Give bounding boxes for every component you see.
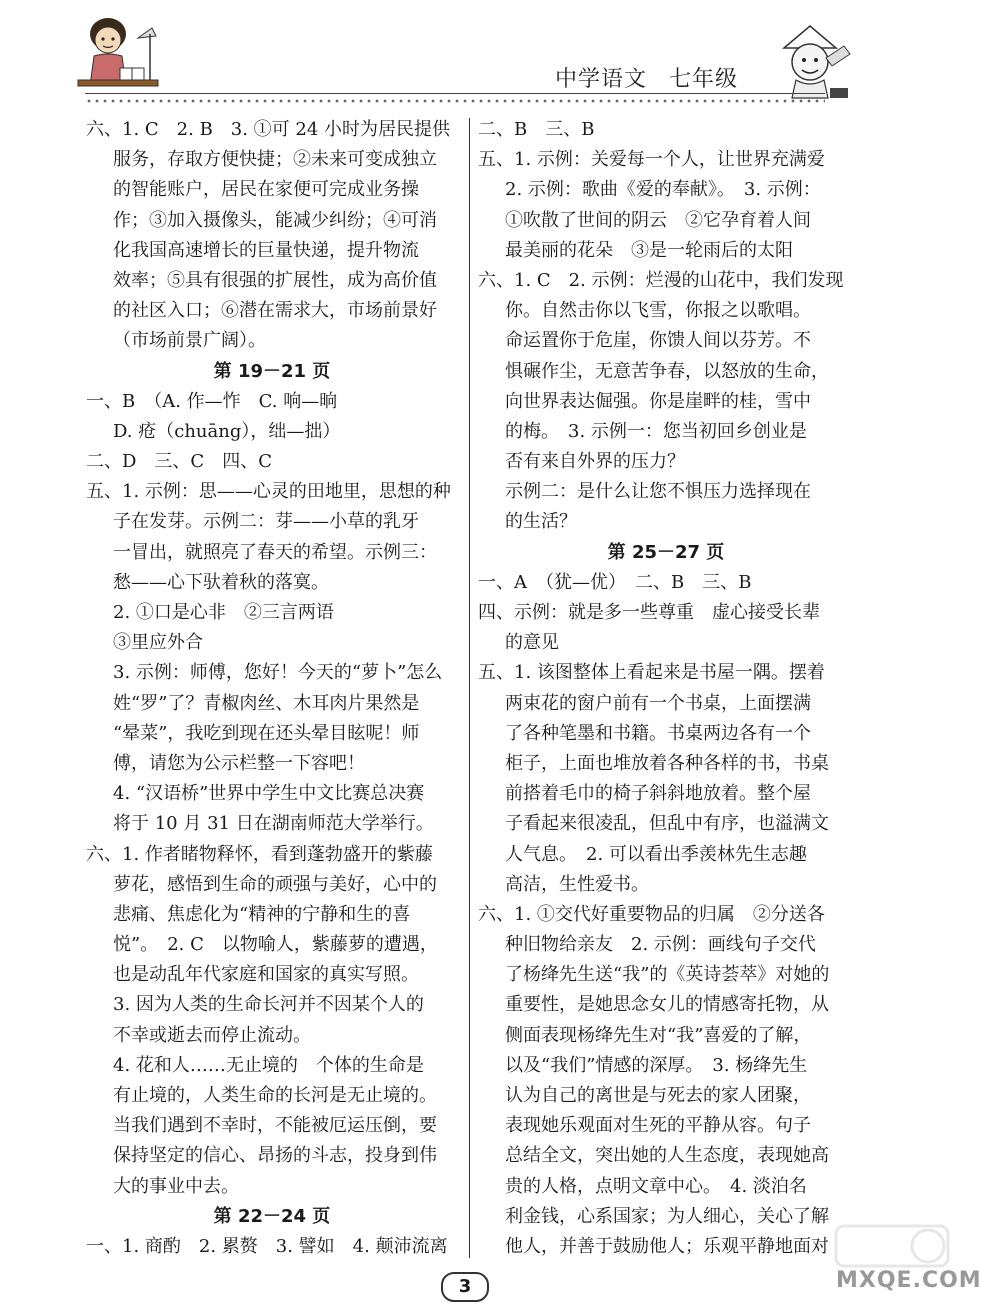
text-line: 2. 示例：歌曲《爱的奉献》。 3. 示例：	[505, 179, 821, 201]
text-line: 将于 10 月 31 日在湖南师范大学举行。	[113, 813, 434, 835]
text-line: （市场前景广阔）。	[113, 330, 266, 352]
text-line: 子在发芽。示例二：芽——小草的乳牙	[113, 511, 419, 533]
text-line: 表现她乐观面对生死的平静从容。句子	[505, 1115, 811, 1137]
header-dotted-rule	[85, 99, 825, 103]
text-line: 姓“罗”了？青椒肉丝、木耳肉片果然是	[113, 692, 420, 714]
text-line: 4. 花和人……无止境的 个体的生命是	[113, 1054, 424, 1076]
text-line: 五、1. 该图整体上看起来是书屋一隅。摆着	[478, 662, 825, 684]
text-line: D. 疮（chuāng），绌—拙）	[113, 420, 341, 442]
text-line: 傅，请您为公示栏整一下容吧！	[113, 752, 365, 774]
text-line: 萝花，感悟到生命的顽强与美好，心中的	[113, 873, 437, 895]
text-line: 总结全文，突出她的人生态度，表现她高	[505, 1145, 829, 1167]
text-line: 化我国高速增长的巨量快递，提升物流	[113, 239, 419, 261]
text-line: 的梅。 3. 示例一：您当初回乡创业是	[505, 420, 807, 442]
text-line: 否有来自外界的压力？	[505, 451, 685, 473]
text-line: 前搭着毛巾的椅子斜斜地放着。整个屋	[505, 783, 811, 805]
text-line: 示例二：是什么让您不惧压力选择现在	[505, 481, 811, 503]
text-line: 也是动乱年代家庭和国家的真实写照。	[113, 964, 419, 986]
text-line: 一冒出，就照亮了春天的希望。示例三：	[113, 541, 437, 563]
text-line: 高洁，生性爱书。	[505, 873, 649, 895]
text-line: 悲痛、焦虑化为“精神的宁静和生的喜	[113, 903, 411, 925]
text-line: 作；③加入摄像头，能减少纠纷；④可消	[113, 209, 437, 231]
header-title	[555, 62, 738, 93]
text-line: 二、B 三、B	[478, 119, 595, 140]
text-line: 人气息。 2. 可以看出季羡林先生志趣	[505, 843, 807, 865]
text-line: 的社区入口；⑥潜在需求大，市场前景好	[113, 300, 437, 322]
text-line: ①吹散了世间的阴云 ②它孕育着人间	[505, 209, 811, 231]
text-line: 的意见	[505, 632, 559, 654]
text-line: 的生活？	[505, 511, 577, 533]
text-line: 向世界表达倔强。你是崖畔的桂，雪中	[505, 390, 811, 412]
text-line: 柜子，上面也堆放着各种各样的书，书桌	[505, 752, 829, 774]
text-line: 服务，存取方便快捷；②未来可变成独立	[113, 149, 437, 171]
section-heading: 第 22－24 页	[213, 1205, 331, 1227]
text-line: 四、示例：就是多一些尊重 虚心接受长辈	[478, 602, 820, 623]
text-line: 子看起来很凌乱，但乱中有序，也溢满文	[505, 813, 829, 835]
text-line: 了各种笔墨和书籍。书桌两边各有一个	[505, 722, 811, 744]
text-line: 两束花的窗户前有一个书桌，上面摆满	[505, 692, 811, 714]
text-line: 你。自然击你以飞雪，你报之以歌唱。	[505, 300, 811, 322]
text-line: “晕菜”，我吃到现在还头晕目眩呢！师	[113, 722, 420, 744]
page-header	[0, 0, 964, 118]
right-column	[478, 115, 854, 1262]
text-line: 2. ①口是心非 ②三言两语	[113, 602, 334, 623]
text-line: 六、1. 作者睹物释怀，看到蓬勃盛开的紫藤	[86, 843, 433, 865]
text-line: 侧面表现杨绛先生对“我”喜爱的了解，	[505, 1024, 812, 1046]
text-line: 五、1. 示例：关爱每一个人，让世界充满爱	[478, 149, 825, 171]
text-line: 了杨绛先生送“我”的《英诗荟萃》对她的	[505, 964, 830, 986]
text-line: 贵的人格，点明文章中心。 4. 淡泊名	[505, 1175, 807, 1197]
text-line: 3. 因为人类的生命长河并不因某个人的	[113, 994, 424, 1016]
watermark-text: MXQE.COM	[836, 1268, 982, 1293]
text-line: 4. “汉语桥”世界中学生中文比赛总决赛	[113, 783, 425, 805]
text-line: 二、D 三、C 四、C	[86, 451, 272, 473]
subject-label: 中学语文	[555, 67, 648, 92]
text-line: 大的事业中去。	[113, 1175, 239, 1197]
text-line: 愁——心下驮着秋的落寞。	[113, 571, 329, 593]
reading-girl-icon	[68, 8, 164, 100]
text-line: 有止境的，人类生命的长河是无止境的。	[113, 1085, 437, 1106]
text-line: 六、1. C 2. 示例：烂漫的山花中，我们发现	[478, 269, 844, 291]
text-line: 一、B （A. 作—怍 C. 响—晌	[86, 390, 338, 412]
text-line: 种旧物给亲友 2. 示例：画线句子交代	[505, 934, 816, 956]
text-line: 命运置你于危崖，你馈人间以芬芳。不	[505, 330, 811, 352]
text-line: 五、1. 示例：思——心灵的田地里，思想的种	[86, 481, 451, 503]
text-line: 六、1. ①交代好重要物品的归属 ②分送各	[478, 903, 825, 925]
text-line: 他人，并善于鼓励他人；乐观平静地面对	[505, 1235, 829, 1257]
page-number: 3	[441, 1272, 489, 1302]
grade-label: 七年级	[669, 67, 739, 92]
text-line: 当我们遇到不幸时，不能被厄运压倒，要	[113, 1115, 437, 1137]
text-line: 重要性，是她思念女儿的情感寄托物，从	[505, 994, 829, 1016]
text-line: 惧碾作尘，无意苦争春，以怒放的生命，	[505, 360, 829, 382]
column-divider	[469, 118, 470, 1258]
text-line: 以及“我们”情感的深厚。 3. 杨绛先生	[505, 1054, 808, 1076]
text-line: 不幸或逝去而停止流动。	[113, 1024, 311, 1046]
text-line: 的智能账户，居民在家便可完成业务操	[113, 179, 419, 201]
cartoon-mascot-icon	[770, 18, 856, 102]
text-line: 一、A （犹—优） 二、B 三、B	[478, 571, 752, 593]
text-line: 悦”。 2. C 以物喻人，紫藤萝的遭遇，	[113, 934, 438, 956]
text-line: 一、1. 商酌 2. 累赘 3. 譬如 4. 颠沛流离	[86, 1235, 448, 1257]
text-line: ③里应外合	[113, 632, 203, 654]
text-line: 3. 示例：师傅，您好！今天的“萝卜”怎么	[113, 662, 443, 684]
header-rule	[85, 93, 825, 94]
section-heading: 第 25－27 页	[607, 541, 725, 563]
text-line: 利金钱，心系国家；为人细心，关心了解	[505, 1205, 829, 1227]
section-heading: 第 19－21 页	[213, 360, 331, 382]
left-column	[86, 115, 458, 1262]
text-line: 保持坚定的信心、昂扬的斗志，投身到伟	[113, 1145, 437, 1167]
text-line: 最美丽的花朵 ③是一轮雨后的太阳	[505, 239, 793, 261]
text-line: 认为自己的离世是与死去的家人团聚，	[505, 1085, 811, 1106]
text-line: 六、1. C 2. B 3. ①可 24 小时为居民提供	[86, 119, 451, 140]
text-line: 效率；⑤具有很强的扩展性，成为高价值	[113, 269, 437, 291]
